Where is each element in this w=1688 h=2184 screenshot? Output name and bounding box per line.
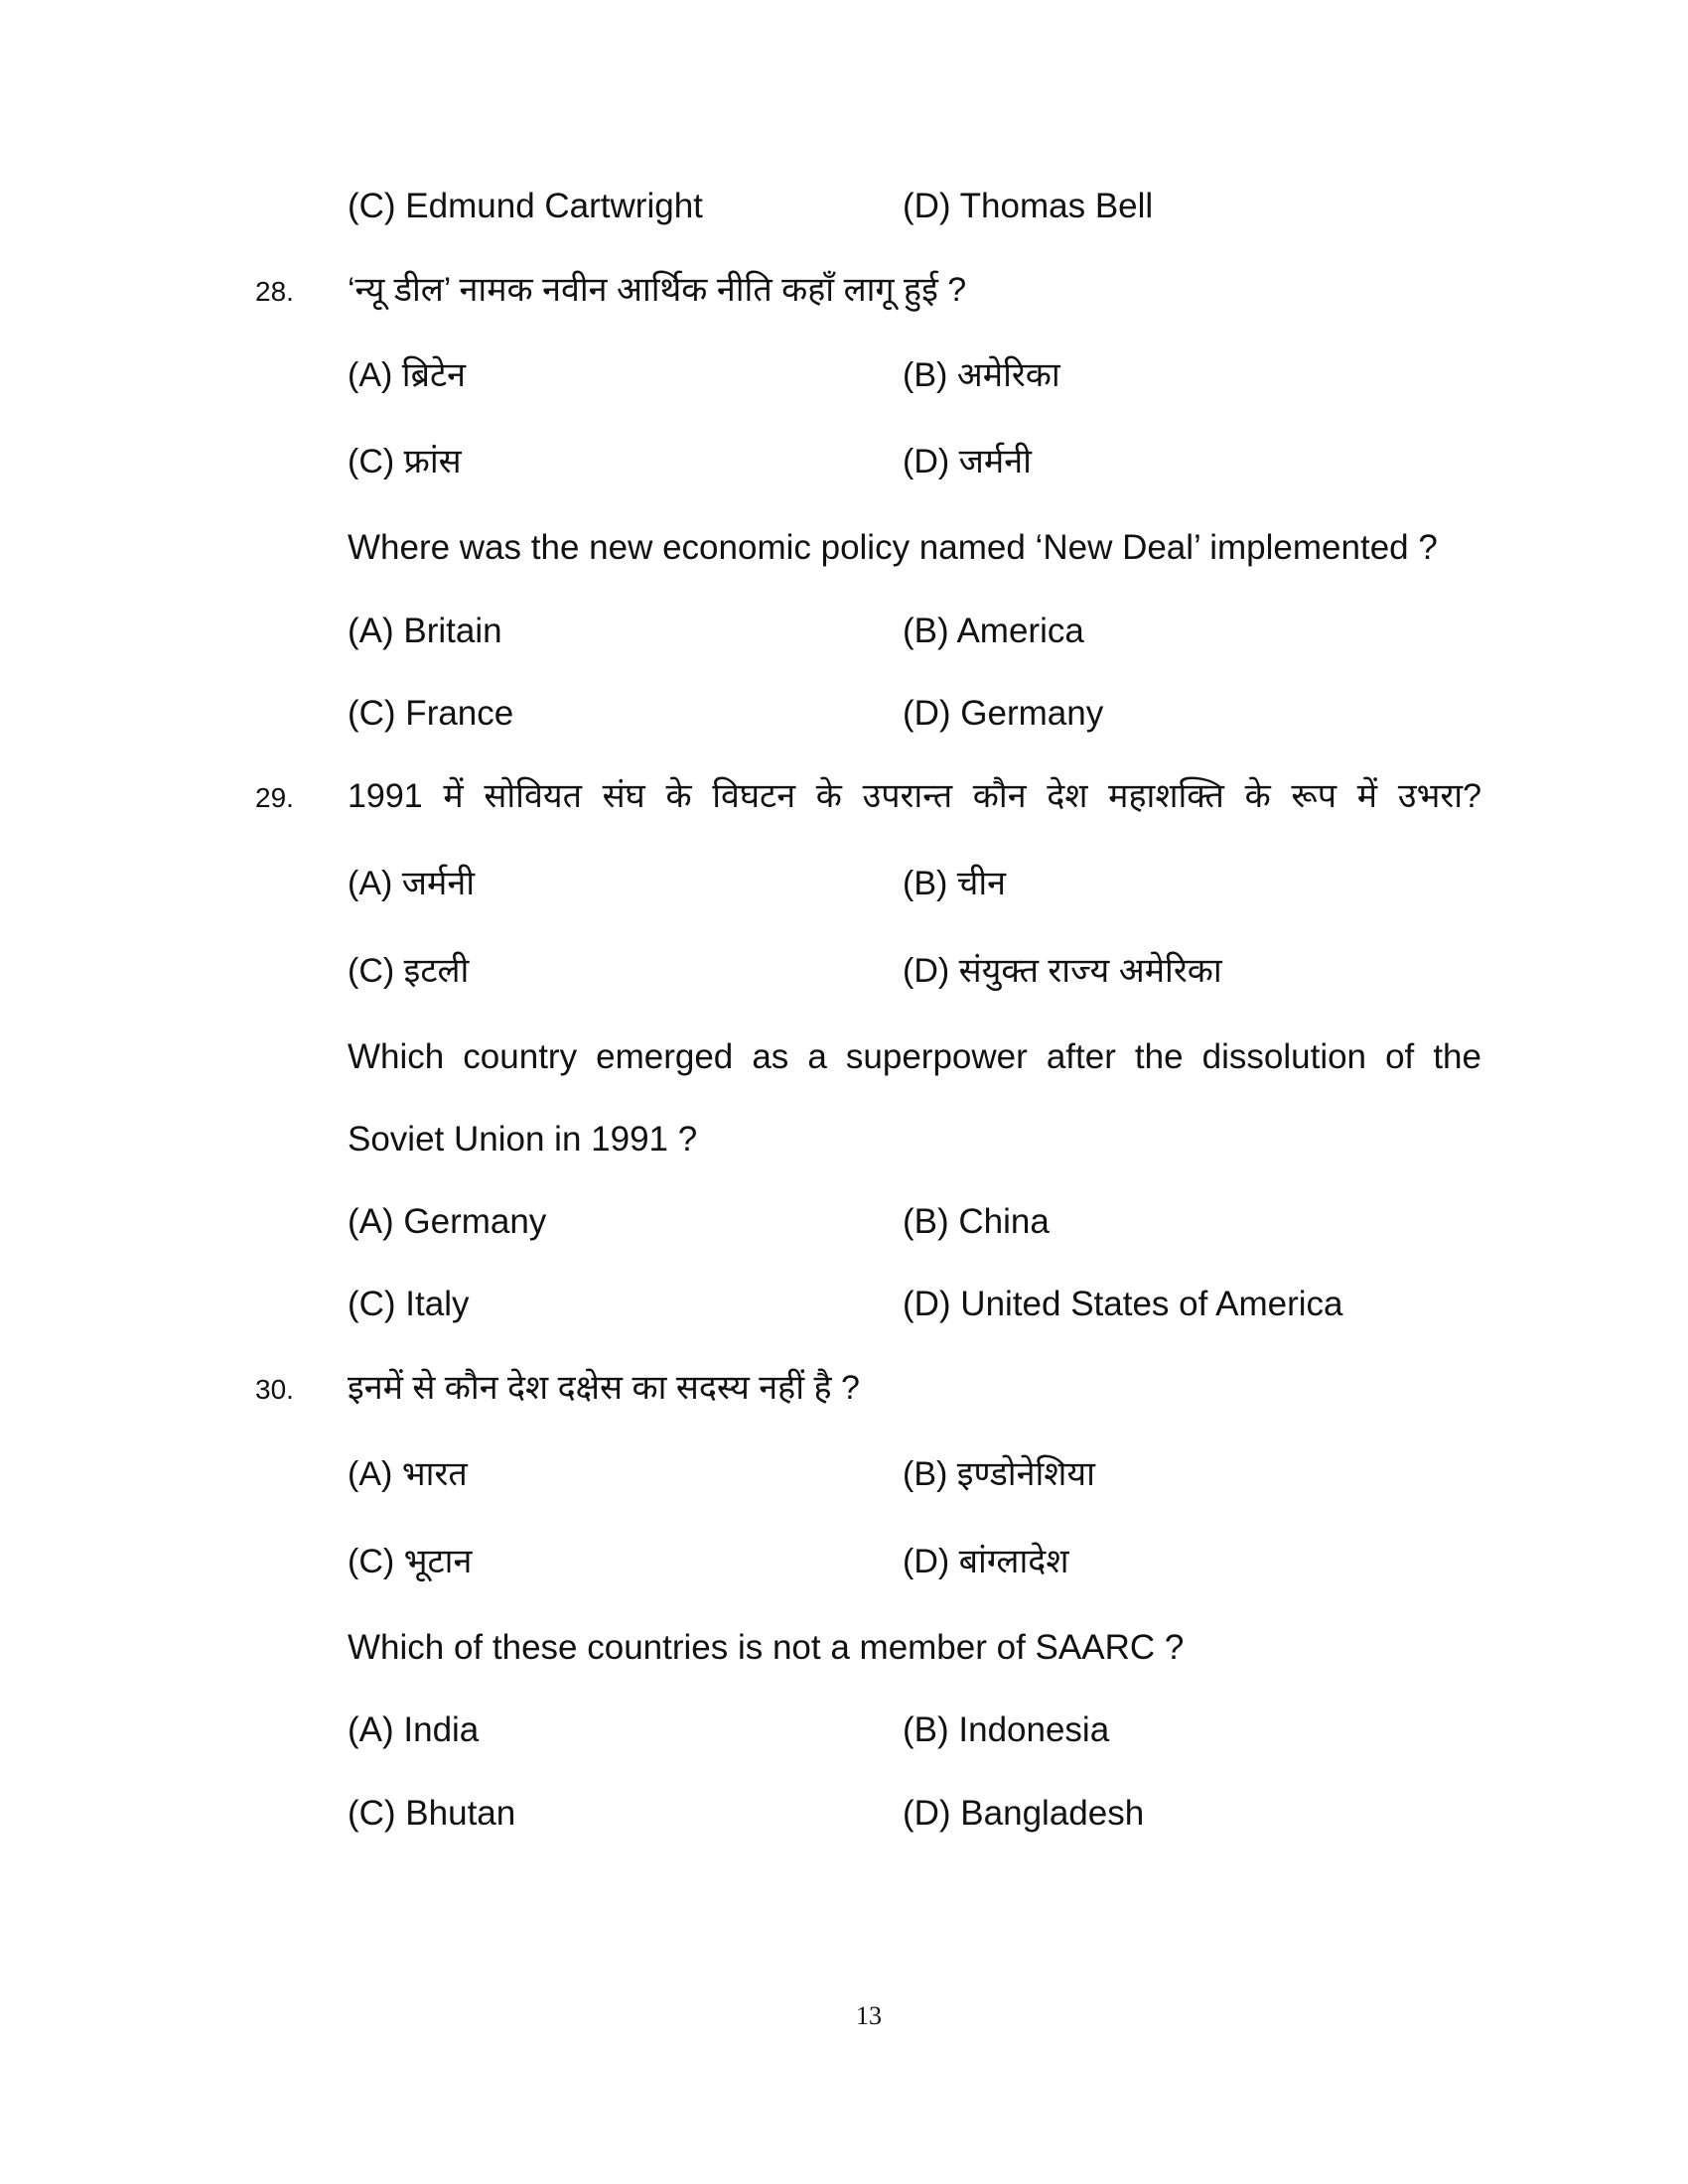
option-b: (B) अमेरिका: [903, 356, 1060, 394]
question-text-english: Which of these countries is not a member of SAARC ?: [348, 1628, 1185, 1667]
option-d: (D) बांग्लादेश: [903, 1543, 1069, 1580]
option-b: (B) चीन: [903, 865, 1007, 902]
question-text-hindi: ‘न्यू डील’ नामक नवीन आर्थिक नीति कहाँ लागू हुई ?: [348, 271, 967, 309]
option-c: (C) इटली: [348, 952, 470, 990]
question-text-english-line1: Which country emerged as a superpower after the dissolution of the: [348, 1037, 1481, 1076]
option-d: (D) संयुक्त राज्य अमेरिका: [903, 952, 1222, 990]
option-a: (A) Germany: [348, 1202, 547, 1241]
option-c: (C) France: [348, 694, 514, 733]
question-number: 29.: [255, 782, 294, 813]
option-a: (A) जर्मनी: [348, 865, 476, 902]
option-c: (C) भूटान: [348, 1543, 473, 1580]
option-c: (C) Bhutan: [348, 1794, 516, 1833]
option-d: (D) United States of America: [903, 1285, 1343, 1323]
question-number: 28.: [255, 276, 294, 307]
option-a: (A) India: [348, 1710, 480, 1749]
option-b: (B) Indonesia: [903, 1710, 1110, 1749]
option-c: (C) फ्रांस: [348, 443, 462, 480]
option-a: (A) भारत: [348, 1455, 468, 1493]
option-b: (B) इण्डोनेशिया: [903, 1455, 1095, 1493]
option-d: (D) जर्मनी: [903, 443, 1032, 480]
option-c: (C) Italy: [348, 1285, 470, 1323]
option-b: (B) America: [903, 612, 1084, 650]
question-text-english-line2: Soviet Union in 1991 ?: [348, 1120, 698, 1159]
question-text-hindi: 1991 में सोवियत संघ के विघटन के उपरान्त कौन देश महाशक्ति के रूप में उभरा?: [348, 777, 1481, 815]
question-text-english: Where was the new economic policy named ‘New Deal’ implemented ?: [348, 528, 1438, 567]
option-c: (C) Edmund Cartwright: [348, 187, 703, 225]
option-a: (A) Britain: [348, 612, 502, 650]
option-d: (D) Germany: [903, 694, 1104, 733]
option-a: (A) ब्रिटेन: [348, 356, 466, 394]
option-d: (D) Thomas Bell: [903, 187, 1154, 225]
question-number: 30.: [255, 1374, 294, 1405]
option-b: (B) China: [903, 1202, 1050, 1241]
option-d: (D) Bangladesh: [903, 1794, 1145, 1833]
question-text-hindi: इनमें से कौन देश दक्षेस का सदस्य नहीं है ?: [348, 1369, 860, 1407]
page-number: 13: [856, 2001, 882, 2030]
